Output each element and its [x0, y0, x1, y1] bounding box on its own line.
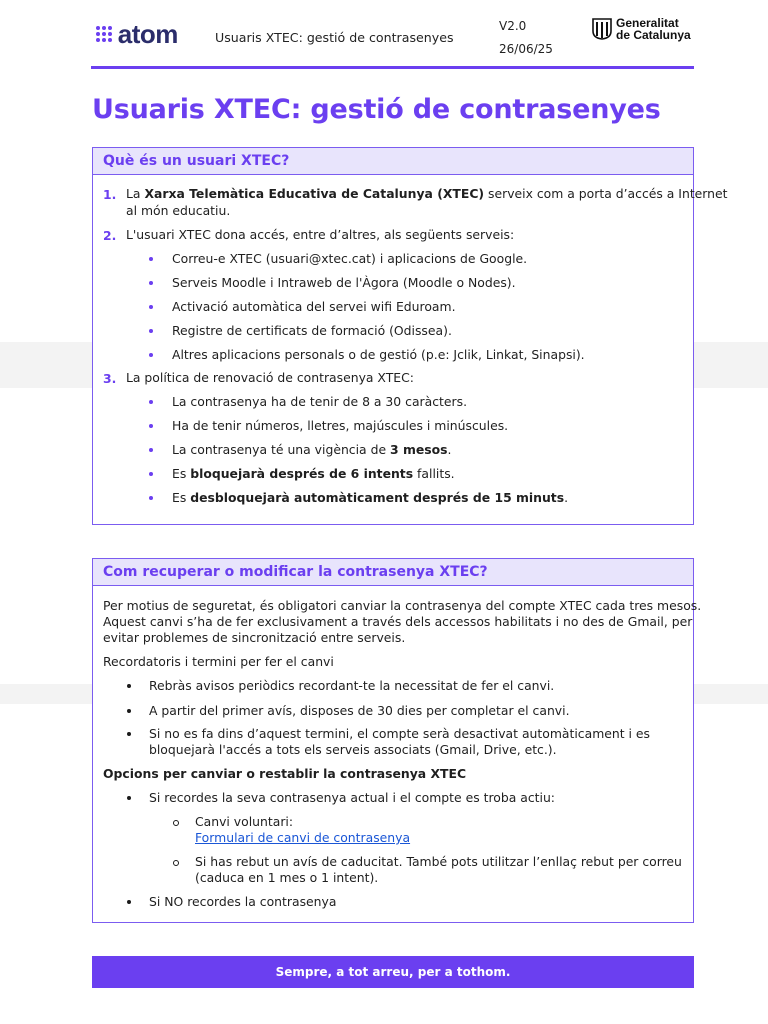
atom-logo — [96, 19, 178, 49]
bullet-icon — [127, 684, 131, 688]
list-item: Si has rebut un avís de caducitat. També pots utilitzar l’enllaç rebut per correu — [195, 854, 682, 869]
bullet-icon — [149, 329, 153, 333]
gencat-line1: Generalitat — [616, 16, 679, 30]
document-version: V2.0 — [499, 19, 527, 33]
list-item: La política de renovació de contrasenya XTEC: — [126, 370, 414, 385]
list-item-continuation: bloquejarà l'accés a tots els serveis associats (Gmail, Drive, etc.). — [149, 742, 557, 757]
list-item: Altres aplicacions personals o de gestió (p.e: Jclik, Linkat, Sinapsi). — [172, 347, 585, 362]
section-heading: Com recuperar o modificar la contrasenya XTEC? — [93, 559, 693, 586]
bullet-icon — [149, 424, 153, 428]
bullet-icon — [149, 305, 153, 309]
list-item: Si NO recordes la contrasenya — [149, 894, 337, 909]
list-item: Activació automàtica del servei wifi Eduroam. — [172, 299, 456, 314]
document-date: 26/06/25 — [499, 42, 553, 56]
list-number: 1. — [103, 187, 117, 202]
bullet-icon — [127, 796, 131, 800]
list-item: Si no es fa dins d’aquest termini, el compte serà desactivat automàticament i es — [149, 726, 651, 741]
bullet-icon — [149, 257, 153, 261]
list-number: 2. — [103, 228, 117, 243]
bullet-icon — [149, 353, 153, 357]
bullet-icon — [127, 709, 131, 713]
list-item-continuation: al món educatiu. — [126, 203, 231, 218]
list-item: Registre de certificats de formació (Odissea). — [172, 323, 452, 338]
subheading: Recordatoris i termini per fer el canvi — [103, 654, 334, 669]
sub-bullet-icon — [173, 860, 179, 866]
bullet-icon — [149, 400, 153, 404]
section-heading: Què és un usuari XTEC? — [93, 148, 693, 175]
password-change-form-link[interactable]: Formulari de canvi de contrasenya — [195, 830, 411, 845]
sub-bullet-icon — [173, 820, 179, 826]
bullet-icon — [149, 496, 153, 500]
list-number: 3. — [103, 371, 117, 386]
paragraph-line: Per motius de seguretat, és obligatori canviar la contrasenya del compte XTEC cada tres mesos. — [103, 598, 702, 613]
paragraph-line: evitar problemes de sincronització entre serveis. — [103, 630, 406, 645]
list-item: A partir del primer avís, disposes de 30 dies per completar el canvi. — [149, 703, 570, 718]
list-item: La contrasenya ha de tenir de 8 a 30 caràcters. — [172, 394, 468, 409]
gencat-logo-icon — [592, 18, 612, 40]
header-subtitle: Usuaris XTEC: gestió de contrasenyes — [215, 30, 454, 45]
bullet-icon — [127, 732, 131, 736]
atom-logo-icon — [96, 26, 112, 42]
paragraph-line: Aquest canvi s’ha de fer exclusivament a través dels accessos habilitats i no des de Gmail, per — [103, 614, 693, 629]
list-item: Canvi voluntari: — [195, 814, 294, 829]
logo-text: atom — [117, 18, 178, 49]
list-item: Ha de tenir números, lletres, majúscules i minúscules. — [172, 418, 509, 433]
list-item: L'usuari XTEC dona accés, entre d’altres, als següents serveis: — [126, 227, 515, 242]
list-item: Es bloquejarà després de 6 intents fallits. — [172, 466, 455, 481]
list-item-continuation: (caduca en 1 mes o 1 intent). — [195, 870, 379, 885]
gencat-logo — [592, 17, 691, 41]
bullet-icon — [127, 900, 131, 904]
list-item: La contrasenya té una vigència de 3 mesos. — [172, 442, 452, 457]
footer-banner: Sempre, a tot arreu, per a tothom. — [92, 956, 694, 988]
list-item: Si recordes la seva contrasenya actual i el compte es troba actiu: — [149, 790, 555, 805]
list-item-link-line — [195, 830, 410, 847]
bullet-icon — [149, 448, 153, 452]
list-item: Serveis Moodle i Intraweb de l'Àgora (Moodle o Nodes). — [172, 275, 516, 290]
list-item: La Xarxa Telemàtica Educativa de Catalunya (XTEC) serveix com a porta d’accés a Internet — [126, 186, 728, 201]
list-item: Correu-e XTEC (usuari@xtec.cat) i aplicacions de Google. — [172, 251, 528, 266]
subheading: Opcions per canviar o restablir la contrasenya XTEC — [103, 766, 467, 781]
page-title: Usuaris XTEC: gestió de contrasenyes — [92, 94, 661, 125]
bullet-icon — [149, 472, 153, 476]
gencat-line2: de Catalunya — [616, 28, 691, 42]
list-item: Rebràs avisos periòdics recordant-te la necessitat de fer el canvi. — [149, 678, 555, 693]
header-divider — [91, 66, 694, 69]
list-item: Es desbloquejarà automàticament després de 15 minuts. — [172, 490, 569, 505]
bullet-icon — [149, 281, 153, 285]
